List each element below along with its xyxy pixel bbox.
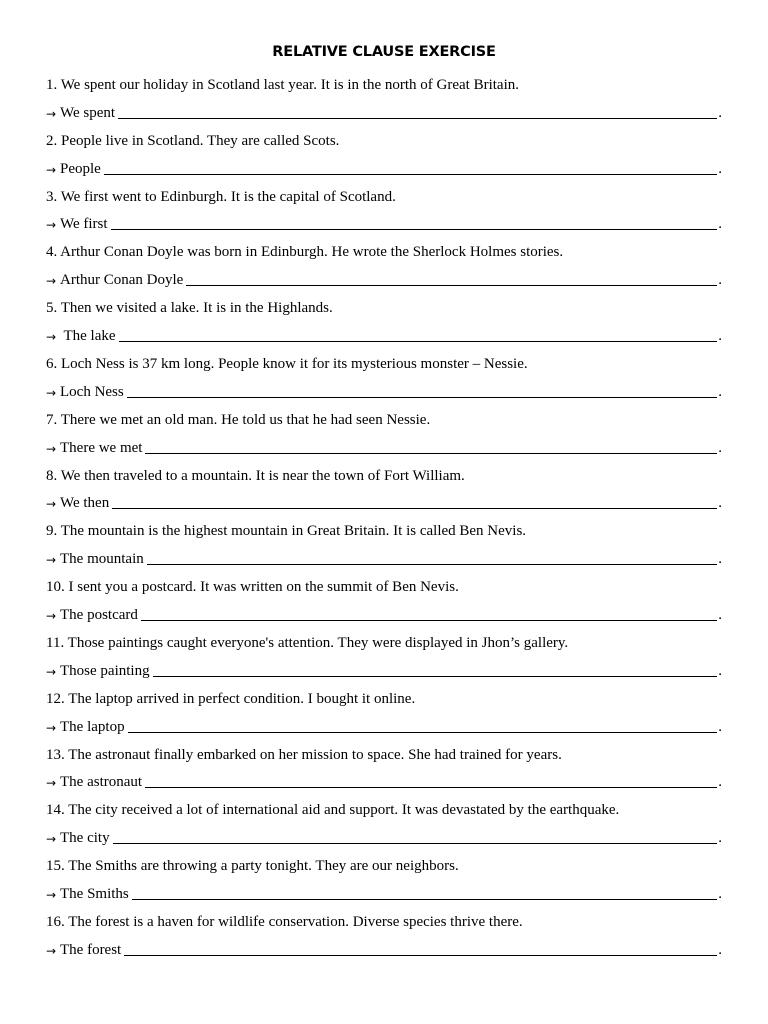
answer-stem: Loch Ness xyxy=(60,383,124,400)
exercise-item xyxy=(46,241,722,297)
sentence-end-period: . xyxy=(718,439,722,456)
answer-row xyxy=(46,827,722,855)
answer-blank-line[interactable] xyxy=(145,775,717,788)
answer-row xyxy=(46,381,722,409)
answer-row xyxy=(46,213,722,241)
answer-stem: The forest xyxy=(60,941,122,958)
answer-blank-line[interactable] xyxy=(141,608,717,621)
answer-stem: The laptop xyxy=(60,718,125,735)
arrow-right-icon: → xyxy=(46,441,57,456)
answer-stem: We spent xyxy=(60,104,116,121)
answer-row xyxy=(46,102,722,130)
exercise-item xyxy=(46,632,722,688)
exercise-item xyxy=(46,911,722,967)
exercise-question: 7. There we met an old man. He told us that he had seen Nessie. xyxy=(46,411,431,428)
answer-blank-line[interactable] xyxy=(153,664,718,677)
sentence-end-period: . xyxy=(718,886,722,903)
sentence-end-period: . xyxy=(718,607,722,624)
sentence-end-period: . xyxy=(718,383,722,400)
answer-row xyxy=(46,883,722,911)
sentence-end-period: . xyxy=(718,328,722,345)
exercise-item xyxy=(46,297,722,353)
sentence-end-period: . xyxy=(718,272,722,289)
answer-row xyxy=(46,604,722,632)
answer-blank-line[interactable] xyxy=(186,273,717,286)
answer-row xyxy=(46,548,722,576)
sentence-end-period: . xyxy=(718,774,722,791)
sentence-end-period: . xyxy=(718,495,722,512)
exercise-item xyxy=(46,688,722,744)
exercise-question: 1. We spent our holiday in Scotland last year. It is in the north of Great Britain. xyxy=(46,77,520,93)
exercise-item xyxy=(46,520,722,576)
sentence-end-period: . xyxy=(718,104,722,121)
exercise-question: 10. I sent you a postcard. It was written on the summit of Ben Nevis. xyxy=(46,579,459,596)
arrow-right-icon: → xyxy=(46,776,57,791)
exercise-question: 9. The mountain is the highest mountain in Great Britain. It is called Ben Nevis. xyxy=(46,523,527,540)
arrow-right-icon: → xyxy=(46,497,57,512)
exercise-item xyxy=(46,744,722,800)
answer-blank-line[interactable] xyxy=(119,329,718,342)
answer-blank-line[interactable] xyxy=(145,441,717,454)
sentence-end-period: . xyxy=(718,718,722,735)
arrow-right-icon: → xyxy=(46,553,57,568)
exercise-item xyxy=(46,130,722,186)
arrow-right-icon: → xyxy=(46,888,57,903)
arrow-right-icon: → xyxy=(46,943,57,958)
answer-row xyxy=(46,660,722,688)
answer-row xyxy=(46,437,722,465)
exercise-question: 2. People live in Scotland. They are called Scots. xyxy=(46,132,340,149)
answer-stem: We first xyxy=(60,216,108,233)
exercise-question: 13. The astronaut finally embarked on her mission to space. She had trained for years. xyxy=(46,746,562,763)
answer-blank-line[interactable] xyxy=(113,831,718,844)
answer-blank-line[interactable] xyxy=(118,106,717,119)
exercise-item xyxy=(46,855,722,911)
exercise-list xyxy=(46,74,722,967)
answer-row xyxy=(46,269,722,297)
exercise-item xyxy=(46,74,722,130)
arrow-right-icon: → xyxy=(46,609,57,624)
sentence-end-period: . xyxy=(718,160,722,177)
exercise-question: 15. The Smiths are throwing a party tonight. They are our neighbors. xyxy=(46,858,459,875)
arrow-right-icon: → xyxy=(46,385,57,400)
answer-stem: The Smiths xyxy=(60,886,129,903)
exercise-question: 16. The forest is a haven for wildlife conservation. Diverse species thrive there. xyxy=(46,913,523,930)
exercise-question: 12. The laptop arrived in perfect condition. I bought it online. xyxy=(46,690,416,707)
answer-blank-line[interactable] xyxy=(127,385,718,398)
exercise-question: 4. Arthur Conan Doyle was born in Edinburgh. He wrote the Sherlock Holmes stories. xyxy=(46,244,564,261)
answer-stem: The postcard xyxy=(60,607,138,624)
answer-stem: Those painting xyxy=(60,662,150,679)
exercise-question: 11. Those paintings caught everyone's attention. They were displayed in Jhon’s gallery. xyxy=(46,634,569,651)
exercise-question: 6. Loch Ness is 37 km long. People know it for its mysterious monster – Nessie. xyxy=(46,355,528,372)
arrow-right-icon: → xyxy=(46,106,57,121)
exercise-question: 8. We then traveled to a mountain. It is near the town of Fort William. xyxy=(46,467,465,484)
answer-row xyxy=(46,939,722,967)
exercise-item xyxy=(46,186,722,242)
exercise-item xyxy=(46,465,722,521)
exercise-question: 5. Then we visited a lake. It is in the Highlands. xyxy=(46,300,333,317)
answer-blank-line[interactable] xyxy=(112,496,717,509)
answer-stem: The city xyxy=(60,830,110,847)
answer-stem: The mountain xyxy=(60,551,144,568)
answer-blank-line[interactable] xyxy=(128,720,718,733)
answer-blank-line[interactable] xyxy=(111,217,718,230)
answer-row xyxy=(46,716,722,744)
answer-row xyxy=(46,325,722,353)
answer-stem: The astronaut xyxy=(60,774,143,791)
answer-blank-line[interactable] xyxy=(124,943,717,956)
arrow-right-icon: → xyxy=(46,274,57,289)
sentence-end-period: . xyxy=(718,551,722,568)
answer-row xyxy=(46,492,722,520)
answer-blank-line[interactable] xyxy=(104,162,717,175)
page-title: RELATIVE CLAUSE EXERCISE xyxy=(272,44,496,60)
answer-blank-line[interactable] xyxy=(132,887,717,900)
arrow-right-icon: → xyxy=(46,720,57,735)
exercise-question: 3. We first went to Edinburgh. It is the capital of Scotland. xyxy=(46,188,396,205)
sentence-end-period: . xyxy=(718,941,722,958)
arrow-right-icon: → xyxy=(46,832,57,847)
sentence-end-period: . xyxy=(718,662,722,679)
answer-row xyxy=(46,771,722,799)
exercise-item xyxy=(46,409,722,465)
arrow-right-icon: → xyxy=(46,162,57,177)
exercise-item xyxy=(46,576,722,632)
exercise-item xyxy=(46,353,722,409)
answer-stem: The lake xyxy=(60,328,116,345)
arrow-right-icon: → xyxy=(46,330,57,345)
arrow-right-icon: → xyxy=(46,664,57,679)
sentence-end-period: . xyxy=(718,830,722,847)
exercise-question: 14. The city received a lot of international aid and support. It was devastated by the earthquake. xyxy=(46,802,620,819)
arrow-right-icon: → xyxy=(46,218,57,233)
sentence-end-period: . xyxy=(718,216,722,233)
answer-stem: We then xyxy=(60,495,110,512)
answer-stem: There we met xyxy=(60,439,143,456)
answer-stem: Arthur Conan Doyle xyxy=(60,272,184,289)
exercise-item xyxy=(46,799,722,855)
answer-row xyxy=(46,158,722,186)
answer-blank-line[interactable] xyxy=(147,552,718,565)
answer-stem: People xyxy=(60,160,101,177)
